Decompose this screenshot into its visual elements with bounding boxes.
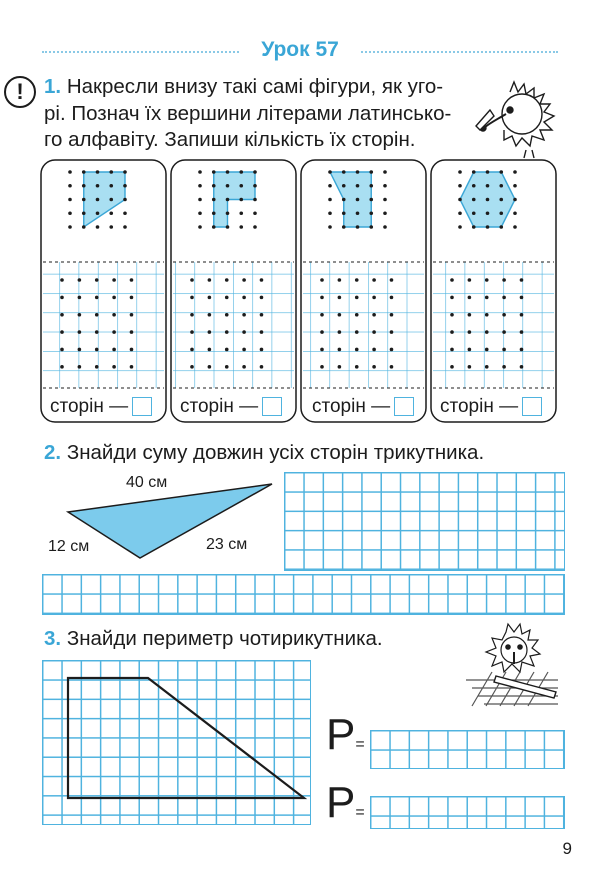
task3-text: Знайди периметр чотирикутника.: [66, 627, 383, 650]
hedgehog-with-ruler-icon: [462, 622, 562, 708]
header-divider-right: [358, 51, 558, 55]
perimeter-row-2: [326, 778, 365, 828]
perimeter-eq-2: =: [355, 803, 365, 821]
hedgehog-with-pencil-icon: [470, 80, 565, 160]
task3-number: 3.: [44, 627, 62, 650]
task1-line-1: Накресли внизу такі самі фігури, як уго-: [66, 75, 444, 98]
perimeter-label-2: P: [326, 778, 356, 827]
card-1-sides-label: сторін —: [50, 396, 152, 418]
lesson-header: [0, 36, 600, 66]
figure-card-2: [171, 160, 296, 422]
task3-instruction: [44, 626, 383, 653]
lesson-title: Урок 57: [240, 38, 360, 62]
card-4-answer-box[interactable]: [522, 397, 542, 416]
side-label-left: 12 см: [48, 538, 90, 555]
card-3-answer-box[interactable]: [394, 397, 414, 416]
attention-marker: !: [4, 76, 36, 108]
card-1-answer-box[interactable]: [132, 397, 152, 416]
side-label-top: 40 см: [126, 474, 168, 491]
task1-line-2: рі. Познач їх вершини літерами латинсько-: [44, 101, 452, 125]
figure-card-4: [431, 160, 556, 422]
task2-answer-grid-upper[interactable]: [284, 472, 565, 571]
perimeter-answer-field-2[interactable]: [370, 796, 565, 829]
card-3-sides-label: сторін —: [312, 396, 414, 418]
task2-number: 2.: [44, 441, 62, 464]
task1-line-3: го алфавіту. Запиши кількість їх сторін.: [44, 128, 416, 151]
figure-card-3: [301, 160, 426, 422]
perimeter-row-1: [326, 710, 365, 760]
task3-quadrilateral: [42, 660, 312, 826]
task2-instruction: [44, 440, 484, 467]
perimeter-answer-field-1[interactable]: [370, 730, 565, 769]
page-number: 9: [562, 839, 572, 858]
task1-number: 1.: [44, 75, 62, 98]
task1-instruction: [44, 74, 484, 154]
header-divider-left: [42, 51, 242, 55]
card-2-sides-label: сторін —: [180, 396, 282, 418]
side-label-right: 23 см: [206, 536, 248, 553]
card-2-answer-box[interactable]: [262, 397, 282, 416]
perimeter-eq-1: =: [355, 735, 365, 753]
card-4-sides-label: сторін —: [440, 396, 542, 418]
task2-answer-grid-lower[interactable]: [42, 574, 565, 615]
perimeter-label-1: P: [326, 710, 356, 759]
task1-figures-panel: [40, 158, 564, 426]
figure-card-1: [41, 160, 166, 422]
task2-text: Знайди суму довжин усіх сторін трикутника.: [66, 441, 485, 464]
